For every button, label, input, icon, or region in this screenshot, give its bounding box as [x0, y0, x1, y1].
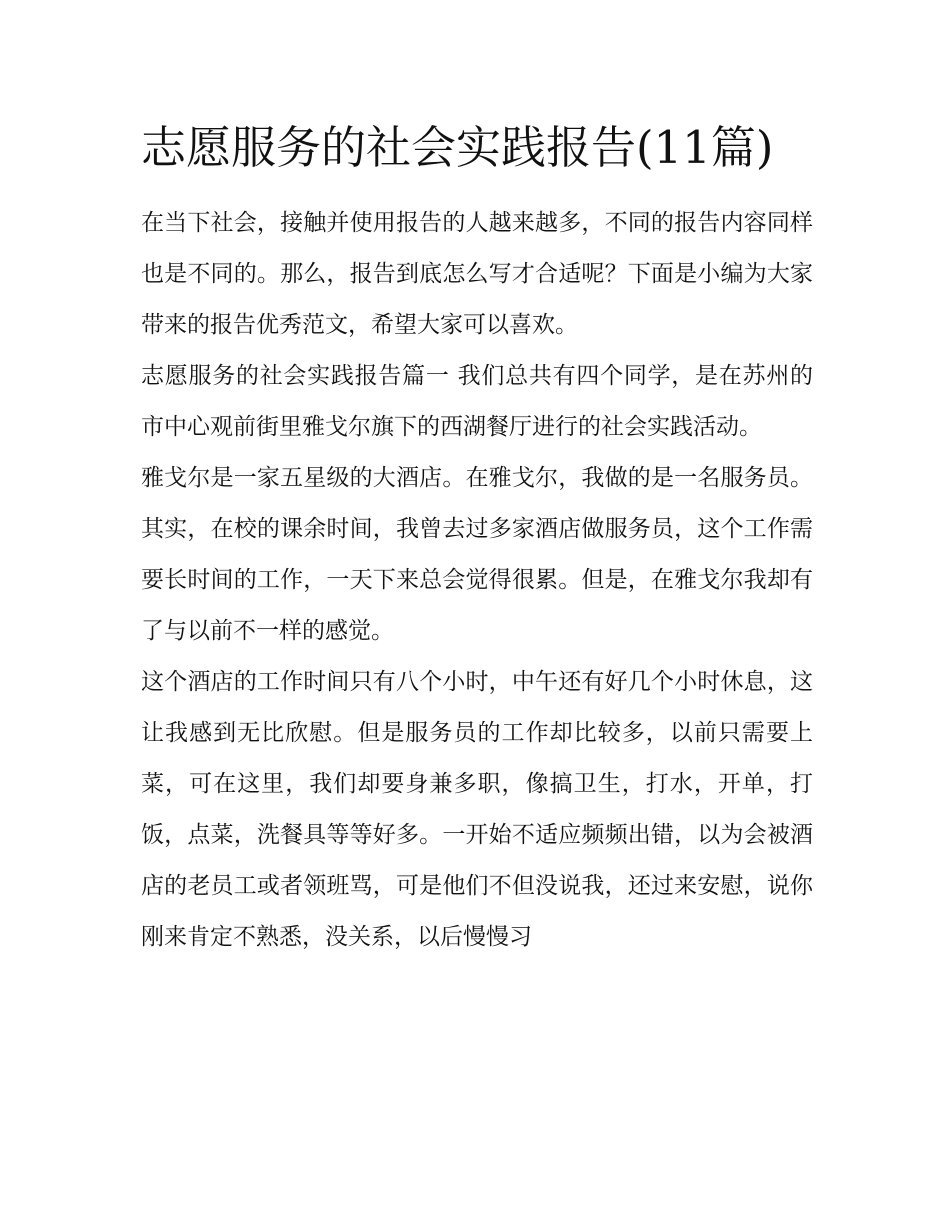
document-body [141, 112, 813, 963]
paragraph-article-one-opening: 志愿服务的社会实践报告篇一 我们总共有四个同学，是在苏州的市中心观前街里雅戈尔旗下的西湖餐厅进行的社会实践活动。 [141, 363, 813, 440]
document-title: 志愿服务的社会实践报告(11篇) [141, 121, 774, 174]
paragraph-work-experience: 这个酒店的工作时间只有八个小时，中午还有好几个小时休息，这让我感到无比欣慰。但是服务员的工作却比较多，以前只需要上菜，可在这里，我们却要身兼多职，像搞卫生，打水，开单，打饭，点菜，洗餐具等等好多。一开始不适应频频出错，以为会被酒店的老员工或者领班骂，可是他们不但没说我，还过来安慰，说你刚来肯定不熟悉，没关系，以后慢慢习 [141, 669, 813, 950]
paragraph-hotel-introduction: 雅戈尔是一家五星级的大酒店。在雅戈尔，我做的是一名服务员。其实，在校的课余时间，我曾去过多家酒店做服务员，这个工作需要长时间的工作，一天下来总会觉得很累。但是，在雅戈尔我却有了与以前不一样的感觉。 [141, 465, 813, 644]
paragraph-intro: 在当下社会，接触并使用报告的人越来越多，不同的报告内容同样也是不同的。那么，报告到底怎么写才合适呢？下面是小编为大家带来的报告优秀范文，希望大家可以喜欢。 [141, 210, 813, 338]
